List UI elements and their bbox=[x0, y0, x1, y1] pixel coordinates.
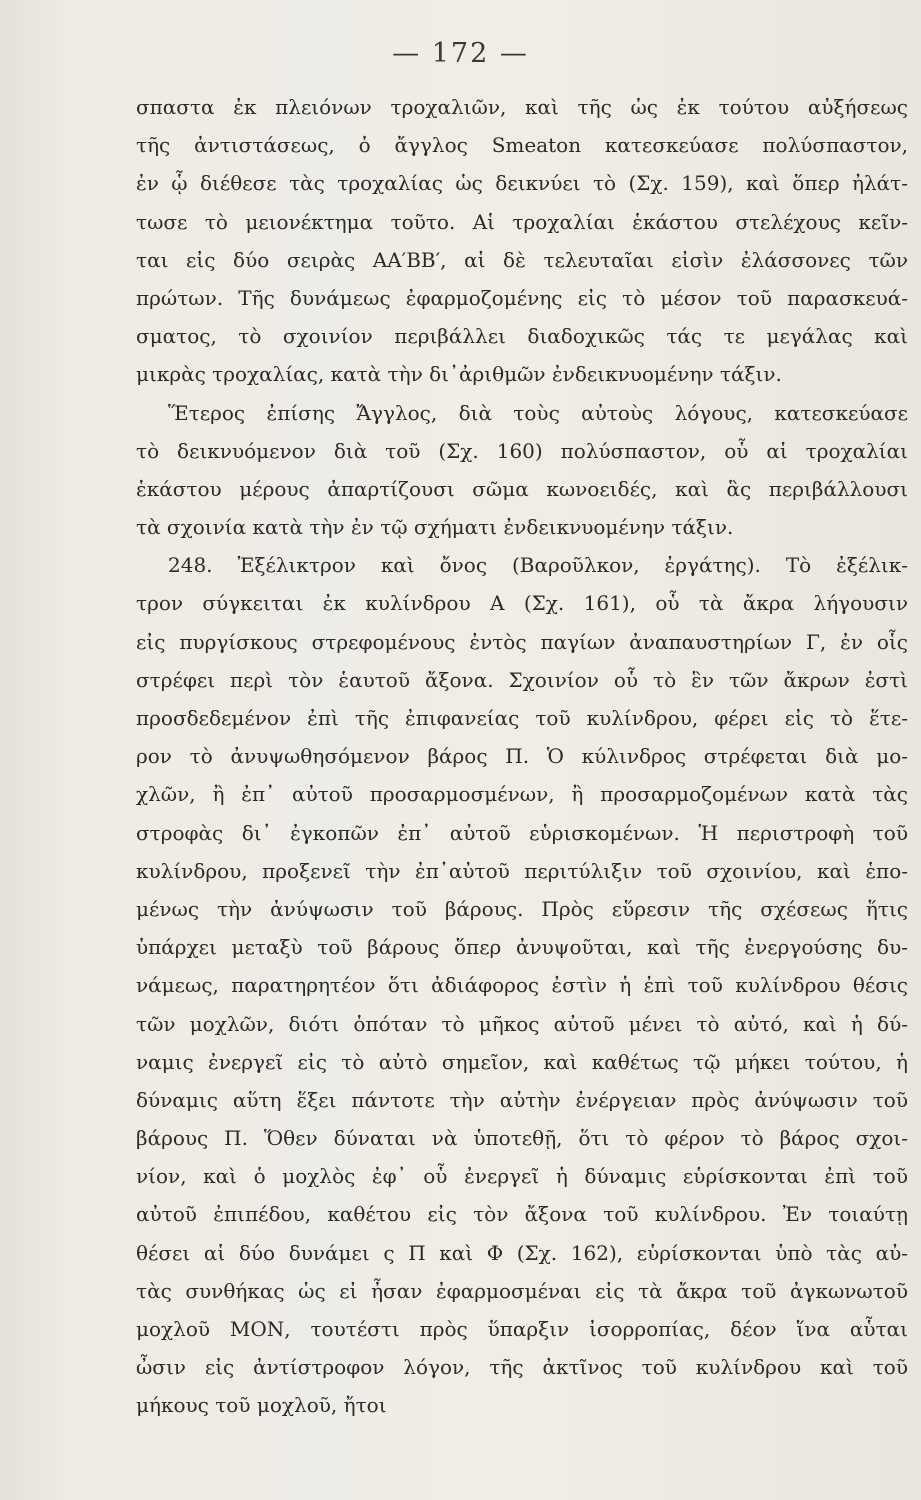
text-line: μικρὰς τροχαλίας, κατὰ τὴν δι᾽ἀριθμῶν ἐνδεικνυομένην τάξιν. bbox=[136, 362, 782, 387]
page-number: — 172 — bbox=[392, 38, 529, 69]
text-line: εἰς πυργίσκους στρεφομένους ἐντὸς παγίων ἀναπαυστηρίων Γ, ἐν οἷς bbox=[136, 629, 908, 654]
text-line: ὦσιν εἰς ἀντίστροφον λόγον, τῆς ἀκτῖνος τοῦ κυλίνδρου καὶ τοῦ bbox=[136, 1355, 908, 1380]
text-line: τῶν μοχλῶν, διότι ὁπόταν τὸ μῆκος αὐτοῦ μένει τὸ αὐτό, καὶ ἡ δύ- bbox=[136, 1011, 908, 1036]
text-line: αὐτοῦ ἐπιπέδου, καθέτου εἰς τὸν ἄξονα τοῦ κυλίνδρου. Ἐν τοιαύτῃ bbox=[136, 1202, 908, 1227]
body-text bbox=[136, 88, 908, 1425]
text-line: πρώτων. Τῆς δυνάμεως ἐφαρμοζομένης εἰς τὸ μέσον τοῦ παρασκευά- bbox=[136, 285, 908, 310]
text-line: ναμις ἐνεργεῖ εἰς τὸ αὐτὸ σημεῖον, καὶ καθέτως τῷ μήκει τούτου, ἡ bbox=[136, 1049, 908, 1074]
text-line: μοχλοῦ ΜΟΝ, τουτέστι πρὸς ὕπαρξιν ἰσορροπίας, δέον ἵνα αὗται bbox=[136, 1317, 908, 1341]
text-line: σματος, τὸ σχοινίον περιβάλλει διαδοχικῶς τάς τε μεγάλας καὶ bbox=[136, 324, 908, 349]
text-line: ἑκάστου μέρους ἀπαρτίζουσι σῶμα κωνοειδές, καὶ ἃς περιβάλλουσι bbox=[136, 476, 908, 501]
text-line: μένως τὴν ἀνύψωσιν τοῦ βάρους. Πρὸς εὕρεσιν τῆς σχέσεως ἥτις bbox=[136, 896, 908, 921]
text-line: χλῶν, ἢ ἐπ᾽ αὐτοῦ προσαρμοσμένων, ἢ προσαρμοζομένων κατὰ τὰς bbox=[136, 782, 908, 807]
text-line: προσδεδεμένον ἐπὶ τῆς ἐπιφανείας τοῦ κυλίνδρου, φέρει εἰς τὸ ἕτε- bbox=[136, 706, 908, 730]
text-line: νάμεως, παρατηρητέον ὅτι ἀδιάφορος ἐστὶν ἡ ἐπὶ τοῦ κυλίνδρου θέσις bbox=[136, 973, 908, 998]
text-line: τὰς συνθήκας ὡς εἰ ἦσαν ἐφαρμοσμέναι εἰς τὰ ἄκρα τοῦ ἀγκωνωτοῦ bbox=[136, 1278, 908, 1303]
text-line: στρέφει περὶ τὸν ἑαυτοῦ ἄξονα. Σχοινίον οὗ τὸ ἓν τῶν ἄκρων ἐστὶ bbox=[136, 667, 908, 692]
text-line: μήκους τοῦ μοχλοῦ, ἤτοι bbox=[136, 1393, 387, 1418]
text-line: τὸ δεικνυόμενον διὰ τοῦ (Σχ. 160) πολύσπαστον, οὗ αἱ τροχαλίαι bbox=[136, 438, 908, 463]
text-line: ται εἰς δύο σειρὰς ΑΑ′ΒΒ′, αἱ δὲ τελευταῖαι εἰσὶν ἐλάσσονες τῶν bbox=[136, 247, 908, 272]
text-line: βάρους Π. Ὅθεν δύναται νὰ ὑποτεθῇ, ὅτι τὸ φέρον τὸ βάρος σχοι- bbox=[136, 1126, 908, 1151]
section-heading-line: 248. Ἐξέλικτρον καὶ ὄνος (Βαροῦλκον, ἐργάτης). Τὸ ἐξέλικ- bbox=[168, 553, 908, 578]
text-line: σπαστα ἐκ πλειόνων τροχαλιῶν, καὶ τῆς ὡς ἐκ τούτου αὐξήσεως bbox=[136, 95, 908, 119]
text-line: ὑπάρχει μεταξὺ τοῦ βάρους ὅπερ ἀνυψοῦται, καὶ τῆς ἐνεργούσης δυ- bbox=[136, 935, 908, 960]
text-line: στροφὰς δι᾽ ἐγκοπῶν ἐπ᾽ αὐτοῦ εὑρισκομένων. Ἡ περιστροφὴ τοῦ bbox=[136, 820, 908, 845]
text-line: θέσει αἱ δύο δυνάμει ς Π καὶ Φ (Σχ. 162), εὑρίσκονται ὑπὸ τὰς αὐ- bbox=[136, 1240, 908, 1265]
text-line: δύναμις αὕτη ἕξει πάντοτε τὴν αὐτὴν ἐνέργειαν πρὸς ἀνύψωσιν τοῦ bbox=[136, 1087, 908, 1112]
text-line: νίον, καὶ ὁ μοχλὸς ἐφ᾽ οὗ ἐνεργεῖ ἡ δύναμις εὑρίσκονται ἐπὶ τοῦ bbox=[136, 1164, 908, 1189]
text-line: ἐν ᾧ διέθεσε τὰς τροχαλίας ὡς δεικνύει τὸ (Σχ. 159), καὶ ὅπερ ἠλάτ- bbox=[136, 171, 908, 196]
text-line: ρον τὸ ἀνυψωθησόμενον βάρος Π. Ὁ κύλινδρος στρέφεται διὰ μο- bbox=[136, 744, 908, 769]
text-line: κυλίνδρου, προξενεῖ τὴν ἐπ᾽αὐτοῦ περιτύλιξιν τοῦ σχοινίου, καὶ ἑπο- bbox=[136, 858, 908, 883]
text-line: τὰ σχοινία κατὰ τὴν ἐν τῷ σχήματι ἐνδεικνυομένην τάξιν. bbox=[136, 515, 734, 540]
text-line: τρον σύγκειται ἐκ κυλίνδρου Α (Σχ. 161), οὗ τὰ ἄκρα λήγουσιν bbox=[136, 591, 908, 616]
text-line: τωσε τὸ μειονέκτημα τοῦτο. Αἱ τροχαλίαι ἑκάστου στελέχους κεῖν- bbox=[136, 209, 908, 234]
text-line: Ἕτερος ἐπίσης Ἄγγλος, διὰ τοὺς αὐτοὺς λόγους, κατεσκεύασε bbox=[168, 400, 908, 425]
text-line: τῆς ἀντιστάσεως, ὁ ἄγγλος Smeaton κατεσκεύασε πολύσπαστον, bbox=[136, 133, 908, 158]
